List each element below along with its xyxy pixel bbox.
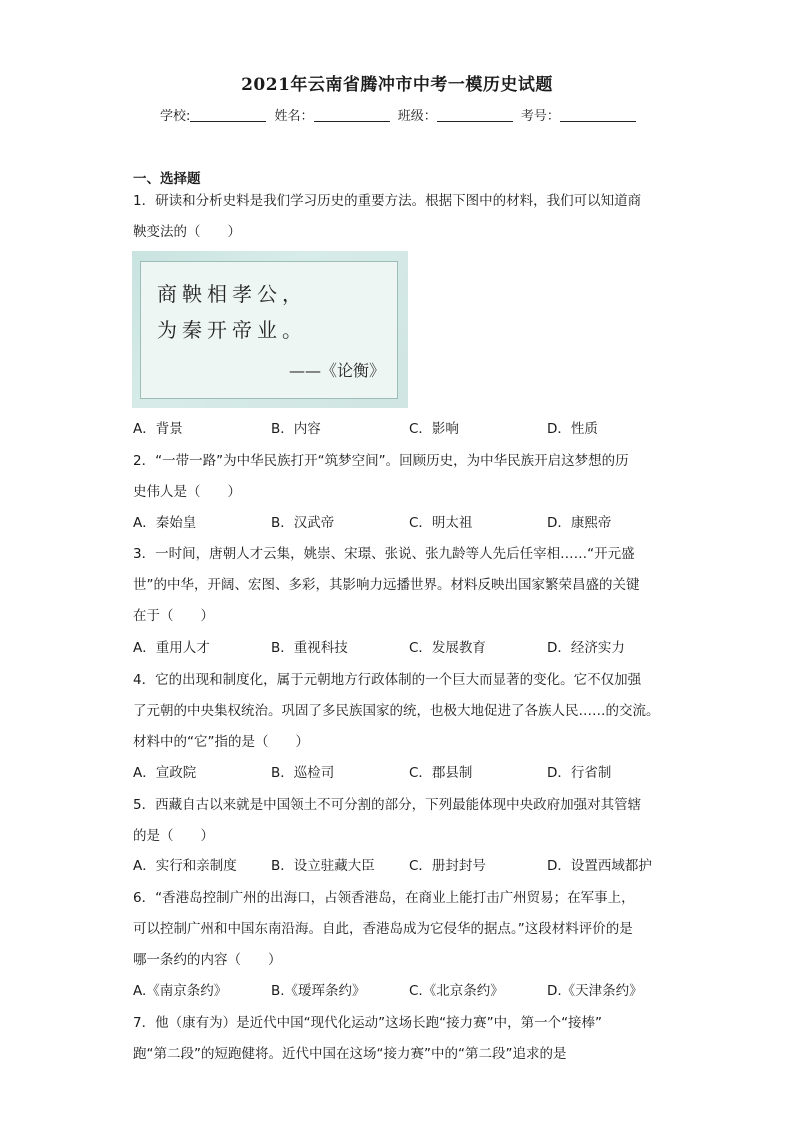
option-a[interactable]: A．实行和亲制度 [133, 858, 237, 874]
options-q4 [133, 759, 673, 787]
option-c[interactable]: C．册封封号 [409, 858, 486, 874]
option-d[interactable]: D．康熙帝 [547, 515, 612, 531]
question-line: 跑“第二段”的短跑健将。近代中国在这场“接力赛”中的“第二段”追求的是 [133, 1046, 567, 1062]
options-q6 [133, 977, 673, 1005]
options-q3 [133, 634, 673, 662]
option-c[interactable]: C．影响 [409, 421, 459, 437]
question-6 [133, 883, 661, 976]
name-label: 姓名： [274, 109, 314, 124]
option-d[interactable]: D．经济实力 [547, 640, 625, 656]
exam-number-label: 考号： [520, 109, 560, 124]
option-d[interactable]: D.《天津条约》 [547, 983, 643, 999]
question-3 [133, 539, 661, 632]
question-line: 材料中的“它”指的是（ ） [133, 734, 309, 750]
quote-source: ——《论衡》 [288, 361, 385, 380]
option-a[interactable]: A.《南京条约》 [133, 983, 228, 999]
student-info-row [160, 105, 640, 124]
historical-quote-image [132, 251, 408, 408]
question-line: 可以控制广州和中国东南沿海。自此，香港岛成为它侵华的据点。”这段材料评价的是 [133, 921, 633, 937]
option-c[interactable]: C．发展教育 [409, 640, 486, 656]
question-line: 在于（ ） [133, 608, 214, 624]
options-q5 [133, 852, 673, 880]
school-label: 学校: [160, 109, 191, 124]
question-7 [133, 1008, 661, 1070]
option-a[interactable]: A．背景 [133, 421, 183, 437]
question-line: 世”的中华，开阔、宏图、多彩，其影响力远播世界。材料反映出国家繁荣昌盛的关键 [133, 577, 640, 593]
question-line: 史伟人是（ ） [133, 484, 241, 500]
option-c[interactable]: C．明太祖 [409, 515, 473, 531]
option-b[interactable]: B．巡检司 [271, 765, 335, 781]
option-d[interactable]: D．设置西域都护 [547, 858, 652, 874]
option-b[interactable]: B．重视科技 [271, 640, 348, 656]
question-line: 鞅变法的（ ） [133, 224, 241, 240]
exam-number-blank[interactable] [560, 109, 636, 122]
option-b[interactable]: B．设立驻藏大臣 [271, 858, 375, 874]
option-c[interactable]: C．郡县制 [409, 765, 473, 781]
question-line: 了元朝的中央集权统治。巩固了多民族国家的统，也极大地促进了各族人民……的交流。 [133, 703, 660, 719]
question-line: 4．它的出现和制度化，属于元朝地方行政体制的一个巨大而显著的变化。它不仅加强 [133, 672, 642, 688]
options-q2 [133, 509, 673, 537]
question-line: 哪一条约的内容（ ） [133, 952, 282, 968]
question-line: 7．他（康有为）是近代中国“现代化运动”这场长跑“接力赛”中，第一个“接棒” [133, 1015, 603, 1031]
question-2 [133, 446, 661, 508]
question-1 [133, 186, 661, 248]
option-b[interactable]: B．内容 [271, 421, 321, 437]
question-4 [133, 665, 661, 758]
options-q1 [133, 415, 673, 443]
question-line: 6．“香港岛控制广州的出海口，占领香港岛，在商业上能打击广州贸易；在军事上， [133, 890, 635, 906]
option-b[interactable]: B.《瑷珲条约》 [271, 983, 366, 999]
school-blank[interactable] [190, 109, 266, 122]
class-blank[interactable] [437, 109, 513, 122]
option-a[interactable]: A．宣政院 [133, 765, 197, 781]
class-label: 班级： [397, 109, 437, 124]
question-line: 3．一时间，唐朝人才云集，姚崇、宋璟、张说、张九龄等人先后任宰相……“开元盛 [133, 546, 635, 562]
option-a[interactable]: A．秦始皇 [133, 515, 197, 531]
option-d[interactable]: D．性质 [547, 421, 598, 437]
option-a[interactable]: A．重用人才 [133, 640, 210, 656]
option-b[interactable]: B．汉武帝 [271, 515, 335, 531]
question-line: 2．“一带一路”为中华民族打开“筑梦空间”。回顾历史，为中华民族开启这梦想的历 [133, 453, 629, 469]
question-line: 5．西藏自古以来就是中国领土不可分割的部分，下列最能体现中央政府加强对其管辖 [133, 797, 642, 813]
question-5 [133, 790, 661, 852]
option-d[interactable]: D．行省制 [547, 765, 612, 781]
exam-title: 2021年云南省腾冲市中考一模历史试题 [241, 75, 553, 95]
quote-card [140, 261, 398, 399]
name-blank[interactable] [314, 109, 390, 122]
section-title: 一、选择题 [133, 171, 201, 187]
quote-line-2: 为秦开帝业。 [157, 318, 307, 342]
question-line: 1．研读和分析史料是我们学习历史的重要方法。根据下图中的材料，我们可以知道商 [133, 193, 642, 209]
quote-line-1: 商鞅相孝公， [157, 282, 307, 306]
option-c[interactable]: C.《北京条约》 [409, 983, 504, 999]
question-line: 的是（ ） [133, 828, 214, 844]
